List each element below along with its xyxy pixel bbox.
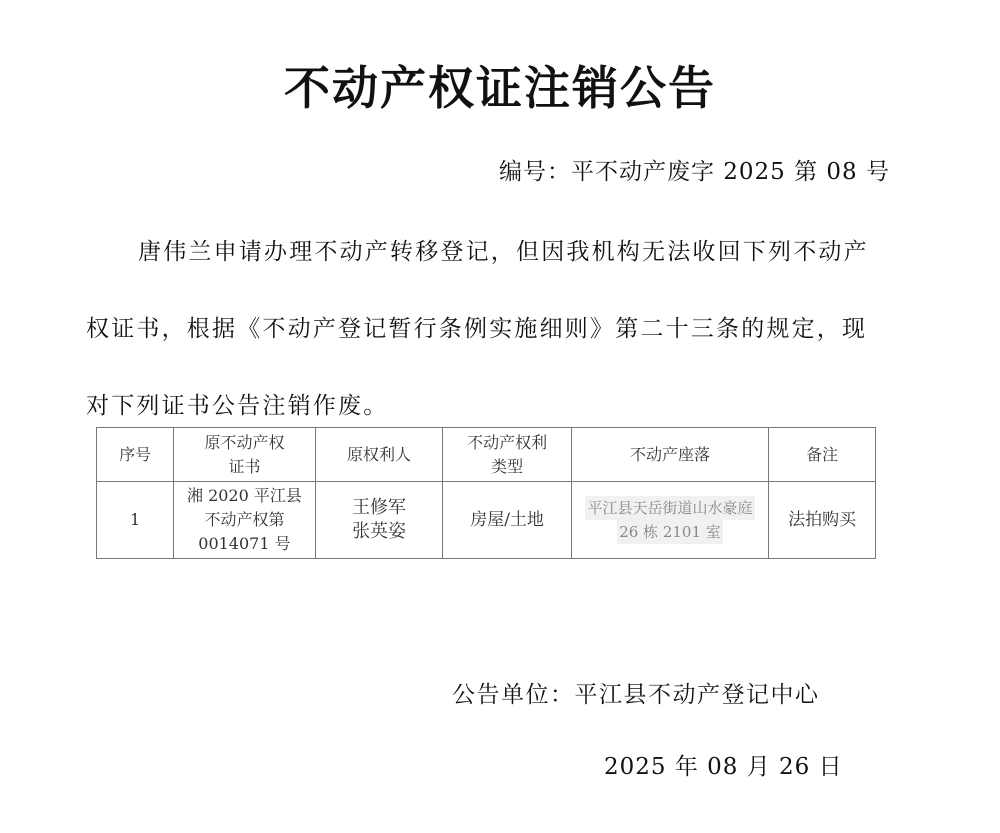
table-header-row [97, 428, 876, 482]
header-certificate [174, 428, 315, 482]
header-seq: 序号 [97, 428, 174, 482]
header-location: 不动产座落 [571, 428, 769, 482]
header-certificate-line-1: 原不动产权 [204, 432, 285, 452]
header-certificate-line-2: 证书 [228, 456, 261, 476]
notice-date: 2025 年 08 月 26 日 [604, 754, 843, 780]
cell-certificate-line-3: 0014071 号 [198, 534, 291, 553]
notice-title: 不动产权证注销公告 [284, 61, 716, 115]
cell-seq: 1 [97, 482, 174, 559]
cell-location-line-2: 26 栋 2101 室 [617, 520, 723, 544]
body-paragraph-line-2: 权证书，根据《不动产登记暂行条例实施细则》第二十三条的规定，现 [86, 316, 868, 342]
header-right-type [443, 428, 571, 482]
cell-certificate-line-2: 不动产权第 [204, 510, 285, 529]
header-right-type-line-1: 不动产权利 [467, 432, 548, 452]
cell-right-type: 房屋/土地 [443, 482, 571, 559]
document-number: 编号：平不动产废字 2025 第 08 号 [498, 159, 890, 185]
certificate-table [96, 427, 876, 559]
header-right-type-line-2: 类型 [491, 456, 524, 476]
cell-certificate-line-1: 湘 2020 平江县 [186, 486, 302, 505]
header-owner: 原权利人 [315, 428, 443, 482]
cell-location-line-1: 平江县天岳街道山水豪庭 [585, 496, 754, 520]
cell-certificate [174, 482, 315, 559]
table-row [97, 482, 876, 559]
body-paragraph-line-3: 对下列证书公告注销作废。 [86, 393, 389, 419]
cell-owners [315, 482, 443, 559]
cell-note: 法拍购买 [769, 482, 876, 559]
body-paragraph-line-1: 唐伟兰申请办理不动产转移登记，但因我机构无法收回下列不动产 [138, 239, 869, 265]
header-note: 备注 [769, 428, 876, 482]
cell-owner-2: 张英姿 [352, 521, 407, 542]
cell-location [571, 482, 769, 559]
issuing-authority: 公告单位：平江县不动产登记中心 [452, 682, 820, 708]
cell-owner-1: 王修军 [352, 497, 407, 518]
